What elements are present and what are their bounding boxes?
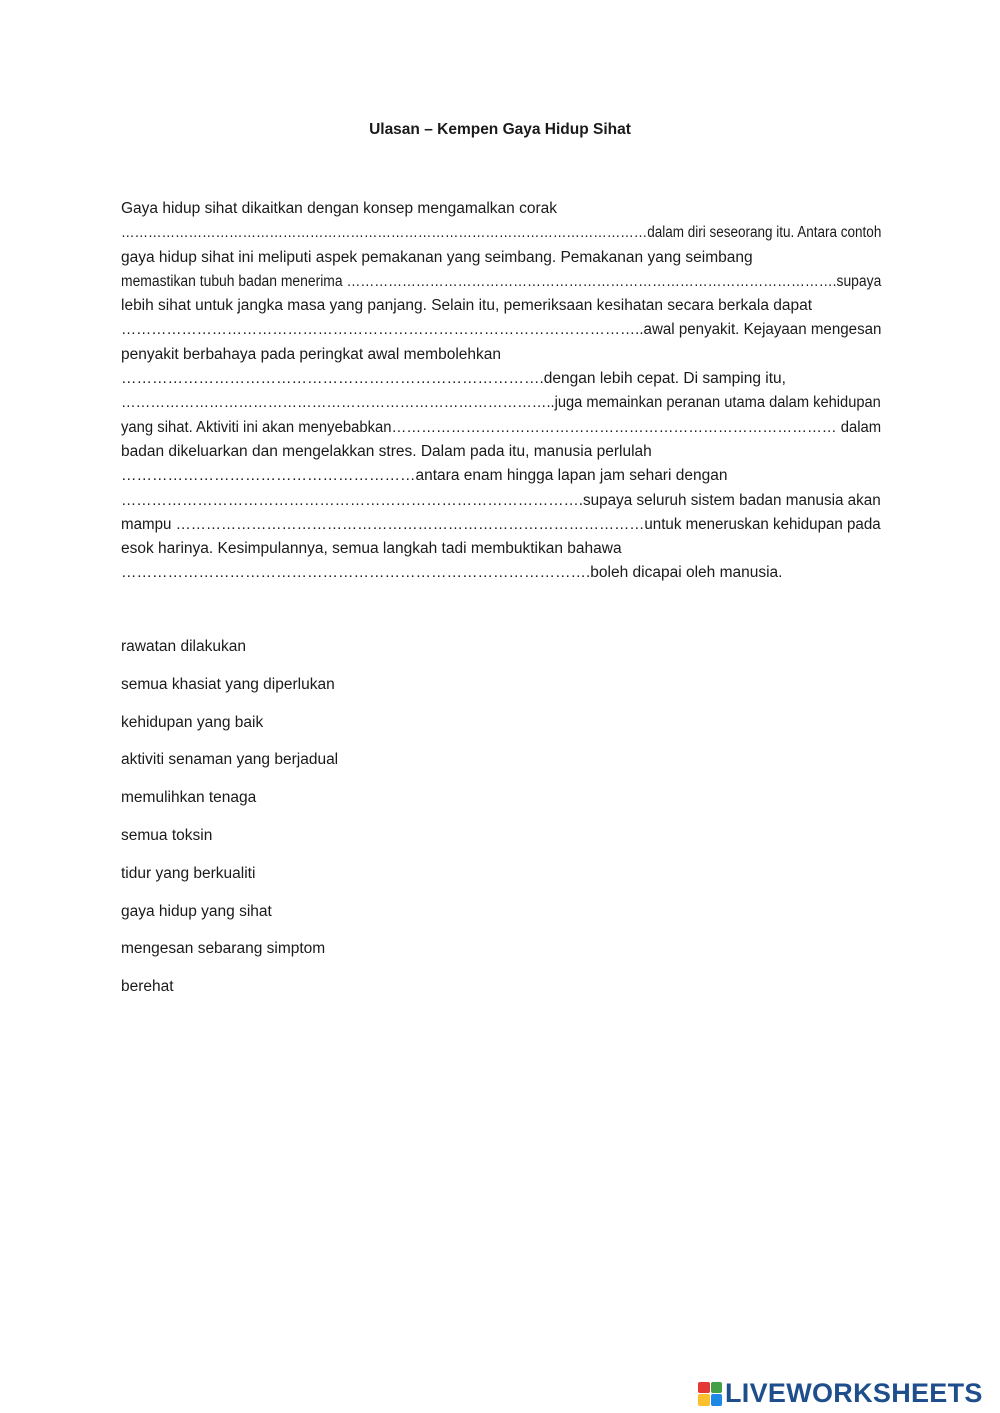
logo-square	[698, 1394, 710, 1406]
passage-line: …………………………………………………antara enam hingga lapan jam sehari dengan	[121, 467, 728, 485]
passage-line: yang sihat. Aktiviti ini akan menyebabkan……………………………………………………………………………… dalam	[121, 418, 882, 436]
logo-square	[711, 1394, 723, 1406]
word-bank-item[interactable]: semua khasiat yang diperlukan	[121, 675, 335, 693]
passage-line: esok harinya. Kesimpulannya, semua langkah tadi membuktikan bahawa	[121, 540, 622, 558]
passage-line: ……………………………………………………………………………….boleh dicapai oleh manusia.	[121, 564, 783, 582]
passage-line: lebih sihat untuk jangka masa yang panjang. Selain itu, pemeriksaan kesihatan secara berkala dapat	[121, 297, 813, 315]
word-bank-item[interactable]: kehidupan yang baik	[121, 713, 264, 731]
word-bank-item[interactable]: berehat	[121, 978, 174, 996]
document-title: Ulasan – Kempen Gaya Hidup Sihat	[369, 121, 631, 138]
passage-line: ……………………………………………………………………………..juga memainkan peranan utama dalam kehidupan	[121, 394, 881, 412]
word-bank-item[interactable]: mengesan sebarang simptom	[121, 940, 326, 958]
passage-line: ……………………………………………………………………………….supaya seluruh sistem badan manusia akan	[121, 491, 881, 509]
passage-line: badan dikeluarkan dan mengelakkan stres. Dalam pada itu, manusia perlulah	[121, 442, 652, 460]
passage-line: ………………………………………………………………………………………………………dalam diri seseorang itu. Antara contoh	[121, 224, 882, 242]
logo-square	[711, 1382, 723, 1394]
passage-line: gaya hidup sihat ini meliputi aspek pemakanan yang seimbang. Pemakanan yang seimbang	[121, 248, 753, 266]
logo-square	[698, 1382, 710, 1394]
passage-line: mampu …………………………………………………………………………………untuk meneruskan kehidupan pada	[121, 515, 881, 533]
liveworksheets-logo-icon	[698, 1382, 722, 1406]
passage-line: penyakit berbahaya pada peringkat awal membolehkan	[121, 345, 501, 363]
liveworksheets-brand[interactable]	[698, 1378, 983, 1409]
word-bank-item[interactable]: semua toksin	[121, 826, 213, 844]
passage-line: memastikan tubuh badan menerima …………………………………………………………………………………………….supaya	[121, 272, 882, 290]
fill-in-passage	[121, 197, 881, 586]
passage-line: ……………………………………………………………………….dengan lebih cepat. Di samping itu,	[121, 370, 786, 388]
word-bank	[121, 637, 338, 1015]
word-bank-item[interactable]: tidur yang berkualiti	[121, 864, 256, 882]
word-bank-item[interactable]: memulihkan tenaga	[121, 789, 257, 807]
passage-line: …………………………………………………………………………………………..awal penyakit. Kejayaan mengesan	[121, 321, 882, 339]
passage-line: Gaya hidup sihat dikaitkan dengan konsep mengamalkan corak	[121, 200, 557, 217]
word-bank-item[interactable]: gaya hidup yang sihat	[121, 902, 272, 920]
word-bank-item[interactable]: aktiviti senaman yang berjadual	[121, 751, 339, 769]
brand-name: LIVEWORKSHEETS	[725, 1378, 983, 1408]
word-bank-item[interactable]: rawatan dilakukan	[121, 638, 246, 655]
